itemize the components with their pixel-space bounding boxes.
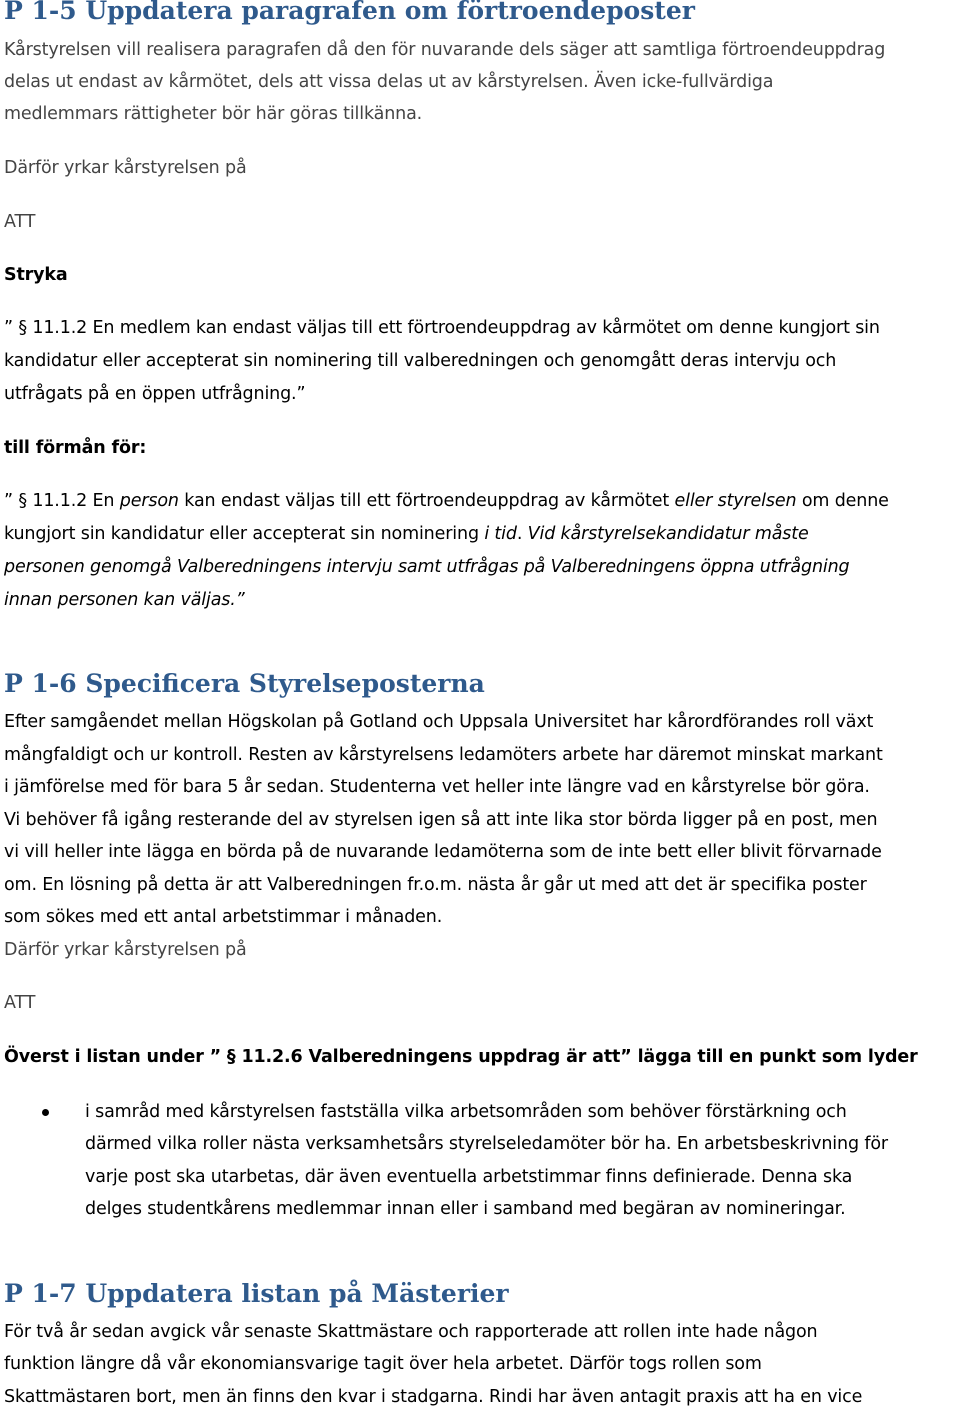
p15-intro-line-2: delas ut endast av kårmötet, dels att vissa delas ut av kårstyrelsen. Även icke-fullvärdiga <box>4 72 774 92</box>
p17-body-line-1: För två år sedan avgick vår senaste Skattmästare och rapporterade att rollen inte hade någon <box>4 1322 818 1342</box>
p16-body-line-1: Efter samgåendet mellan Högskolan på Gotland och Uppsala Universitet har kårordförandes roll växt <box>4 712 874 732</box>
p15-intro-line-1: Kårstyrelsen vill realisera paragrafen då den för nuvarande dels säger att samtliga förtroendeuppdrag <box>4 40 886 60</box>
p17-body-line-2: funktion längre då vår ekonomiansvarige tagit över hela arbetet. Därför togs rollen som <box>4 1354 762 1374</box>
p16-body-line-6: om. En lösning på detta är att Valberedningen fr.o.m. nästa år går ut med att det är specifika poster <box>4 875 867 895</box>
p15-att: ATT <box>4 212 36 232</box>
p17-body-line-3: Skattmästaren bort, men än finns den kvar i stadgarna. Rindi har även antagit praxis att ha en vice <box>4 1387 863 1407</box>
p16-body-line-5: vi vill heller inte lägga en börda på de nuvarande ledamöterna som de inte bett eller blivit förvarnade <box>4 842 882 862</box>
p16-bullet-line-3: varje post ska utarbetas, där även eventuella arbetstimmar finns definierade. Denna ska <box>85 1167 853 1187</box>
p16-att: ATT <box>4 993 36 1013</box>
p16-body-line-4: Vi behöver få igång resterande del av styrelsen igen så att inte lika stor börda ligger på en post, men <box>4 810 878 830</box>
p16-bullet-line-2: därmed vilka roller nästa verksamhetsårs styrelseledamöter bör ha. En arbetsbeskrivning för <box>85 1134 888 1154</box>
p16-bullet-line-4: delges studentkårens medlemmar innan eller i samband med begäran av nomineringar. <box>85 1199 846 1219</box>
p15-till-forman: till förmån för: <box>4 438 147 458</box>
p15-old-line-3: utfrågats på en öppen utfrågning.” <box>4 384 306 404</box>
p15-new-line-4: innan personen kan väljas.” <box>4 590 245 610</box>
p16-body-line-7: som sökes med ett antal arbetstimmar i månaden. <box>4 907 443 927</box>
section-heading-p1-5: P 1-5 Uppdatera paragrafen om förtroendeposter <box>4 0 695 25</box>
p15-old-line-2: kandidatur eller accepterat sin nominering till valberedningen och genomgått deras intervju och <box>4 351 837 371</box>
p15-yrkar: Därför yrkar kårstyrelsen på <box>4 158 247 178</box>
p15-new-line-3: personen genomgå Valberedningens intervju samt utfrågas på Valberedningens öppna utfrågning <box>4 557 850 577</box>
p15-old-line-1: ” § 11.1.2 En medlem kan endast väljas till ett förtroendeuppdrag av kårmötet om denne kungjort sin <box>4 318 880 338</box>
p16-body-line-2: mångfaldigt och ur kontroll. Resten av kårstyrelsens ledamöters arbete har däremot minskat markant <box>4 745 883 765</box>
p16-bullet-line-1: i samråd med kårstyrelsen fastställa vilka arbetsområden som behöver förstärkning och <box>85 1102 847 1122</box>
p15-stryka: Stryka <box>4 265 68 285</box>
p15-new-line-1: ” § 11.1.2 En person kan endast väljas till ett förtroendeuppdrag av kårmötet eller styrelsen om denne <box>4 491 889 511</box>
section-heading-p1-7: P 1-7 Uppdatera listan på Mästerier <box>4 1279 509 1308</box>
p16-body-line-3: i jämförelse med för bara 5 år sedan. Studenterna vet heller inte längre vad en kårstyrelse bör göra. <box>4 777 870 797</box>
p16-overst: Överst i listan under ” § 11.2.6 Valberedningens uppdrag är att” lägga till en punkt som lyder <box>4 1047 918 1067</box>
p15-new-line-2: kungjort sin kandidatur eller accepterat sin nominering i tid. Vid kårstyrelsekandidatur måste <box>4 524 809 544</box>
p16-yrkar: Därför yrkar kårstyrelsen på <box>4 940 247 960</box>
p15-intro-line-3: medlemmars rättigheter bör här göras tillkänna. <box>4 104 423 124</box>
bullet-point <box>42 1109 49 1116</box>
section-heading-p1-6: P 1-6 Specificera Styrelseposterna <box>4 669 485 698</box>
